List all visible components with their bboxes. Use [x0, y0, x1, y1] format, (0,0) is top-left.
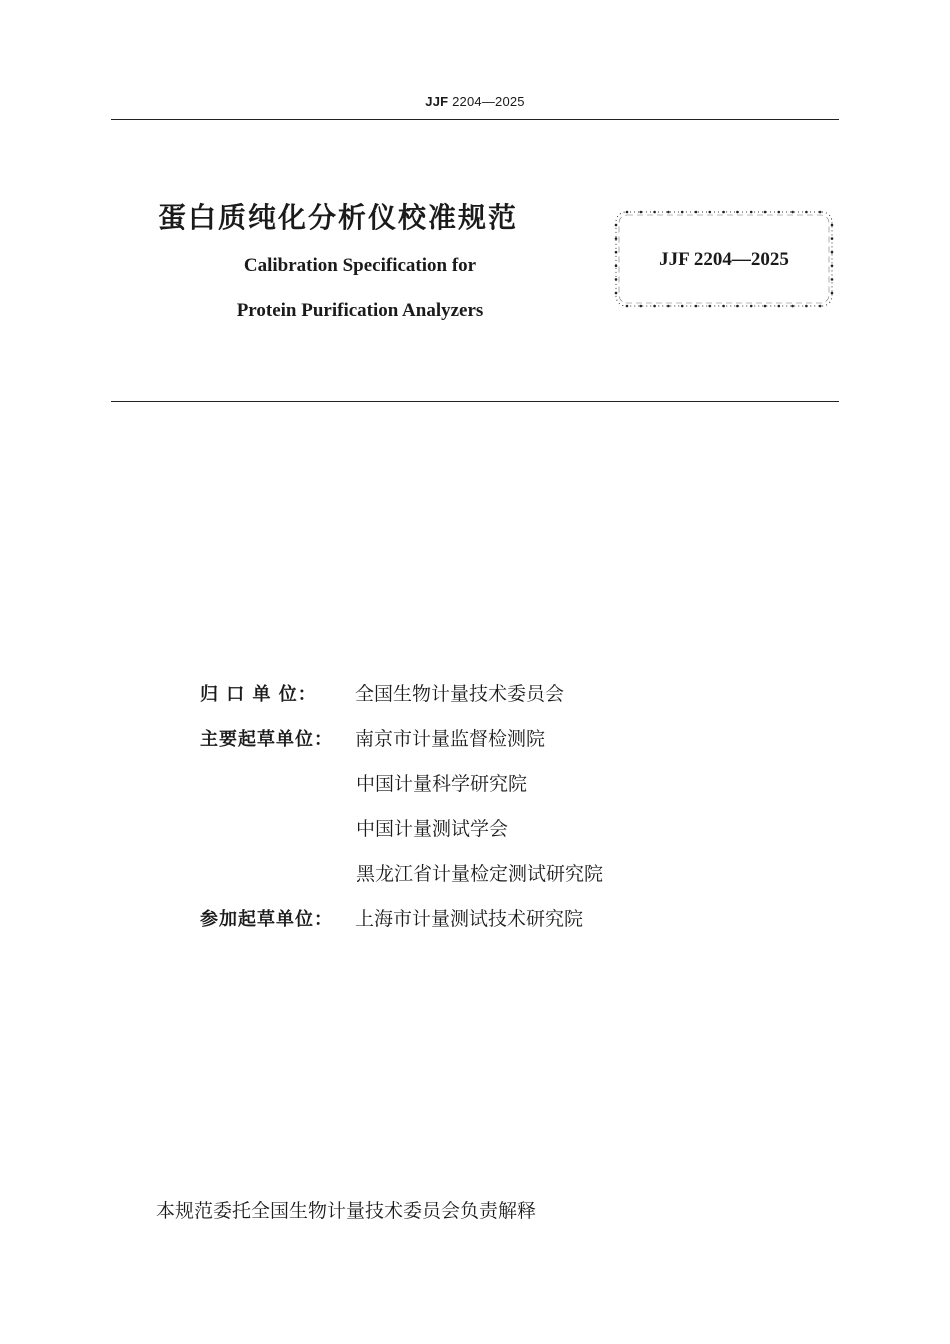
border-dot [805, 211, 808, 214]
border-dot [764, 211, 767, 214]
border-dot [805, 305, 808, 308]
border-dot [653, 305, 656, 308]
interpretation-note: 本规范委托全国生物计量技术委员会负责解释 [156, 1200, 537, 1222]
border-dot [695, 211, 698, 214]
border-dot [831, 292, 834, 295]
header-rule [111, 119, 839, 120]
border-dot [819, 211, 822, 214]
title-english-line1: Calibration Specification for [243, 255, 477, 276]
main-drafting-row [200, 724, 545, 754]
border-dot [778, 211, 781, 214]
border-dot [681, 211, 684, 214]
border-dot [736, 211, 739, 214]
participating-drafting-label: 参加起草单位： [200, 909, 333, 930]
header-code-prefix: JJF [425, 94, 449, 109]
title-chinese: 蛋白质纯化分析仪校准规范 [158, 201, 519, 234]
standard-code-box [613, 209, 835, 309]
border-dot [831, 224, 834, 227]
border-dot [640, 305, 643, 308]
main-drafting-label: 主要起草单位： [200, 729, 333, 750]
border-dot [615, 278, 618, 281]
border-dot [778, 305, 781, 308]
border-dot [626, 211, 629, 214]
responsible-unit-value: 全国生物计量技术委员会 [355, 683, 565, 705]
border-dot [722, 305, 725, 308]
border-dot [695, 305, 698, 308]
border-dot [667, 211, 670, 214]
border-dot [626, 305, 629, 308]
border-dot [750, 305, 753, 308]
main-drafting-unit: 中国计量科学研究院 [356, 773, 528, 795]
border-dot [709, 211, 712, 214]
border-dot [653, 211, 656, 214]
border-dot [791, 305, 794, 308]
border-dot [681, 305, 684, 308]
border-dot [819, 305, 822, 308]
border-dot [750, 211, 753, 214]
border-dot [831, 278, 834, 281]
border-dot [615, 237, 618, 240]
participating-drafting-row [200, 904, 583, 934]
responsible-unit-row [200, 679, 564, 709]
standard-code: JJF 2204—2025 [659, 249, 789, 270]
main-drafting-unit: 中国计量测试学会 [356, 818, 509, 840]
border-dot [831, 237, 834, 240]
title-rule [111, 401, 839, 402]
participating-drafting-value: 上海市计量测试技术研究院 [355, 908, 584, 930]
border-dot [709, 305, 712, 308]
title-english-line2: Protein Purification Analyzers [236, 300, 484, 321]
page-header-code [0, 94, 950, 109]
border-dot [764, 305, 767, 308]
responsible-unit-label: 归 口 单 位： [200, 684, 317, 705]
header-code-number: 2204—2025 [452, 94, 525, 109]
border-dot [736, 305, 739, 308]
border-dot [722, 211, 725, 214]
border-dot [640, 211, 643, 214]
border-dot [615, 292, 618, 295]
border-dot [791, 211, 794, 214]
border-dot [615, 224, 618, 227]
main-drafting-unit: 黑龙江省计量检定测试研究院 [356, 863, 604, 885]
border-dot [667, 305, 670, 308]
main-drafting-unit: 南京市计量监督检测院 [355, 728, 546, 750]
